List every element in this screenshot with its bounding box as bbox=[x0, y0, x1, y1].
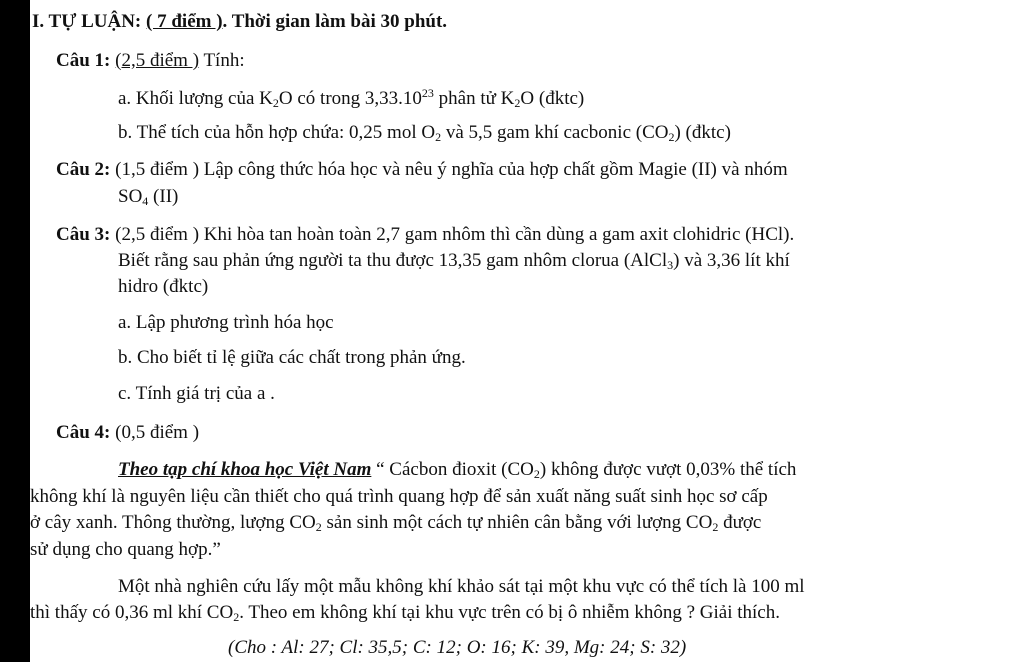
question-4-header bbox=[56, 421, 199, 445]
question-3-label: Câu 3: bbox=[56, 224, 111, 245]
question-3c: c. Tính giá trị của a . bbox=[118, 383, 275, 404]
question-3-line-2: Biết rằng sau phản ứng người ta thu được 13,35 gam nhôm clorua (AlCl$_3$) và 3,36 lít khí bbox=[118, 250, 790, 272]
question-1-header bbox=[56, 49, 245, 73]
part-label: I. TỰ LUẬN: bbox=[32, 11, 142, 32]
question-4-p1-line-2: không khí là nguyên liệu cần thiết cho quá trình quang hợp để sản xuất năng suất sinh học sơ cấp bbox=[30, 486, 768, 507]
question-2-label: Câu 2: bbox=[56, 159, 111, 180]
question-4-p1-line-1: Theo tạp chí khoa học Việt Nam “ Cácbon đioxit $(CO_2)$ không được vượt 0,03% thể tích bbox=[118, 459, 797, 481]
question-2-line-2: $SO_4$ (II) bbox=[118, 186, 179, 208]
question-3b: b. Cho biết tỉ lệ giữa các chất trong phản ứng. bbox=[118, 347, 466, 368]
quote-source: Theo tạp chí khoa học Việt Nam bbox=[118, 459, 372, 480]
question-4-p1-line-3: ở cây xanh. Thông thường, lượng $CO_2$ sản sinh một cách tự nhiên cân bằng với lượng $CO_2$ được bbox=[30, 512, 762, 534]
question-4-p2-line-1: Một nhà nghiên cứu lấy một mẫu không khí khảo sát tại một khu vực có thể tích là 100 ml bbox=[118, 576, 805, 597]
question-4-p2-line-2: thì thấy có 0,36 ml khí $CO_2$. Theo em không khí tại khu vực trên có bị ô nhiễm không ? Giải thích. bbox=[30, 602, 780, 624]
section-heading bbox=[32, 10, 447, 34]
time-limit: . Thời gian làm bài 30 phút. bbox=[222, 11, 448, 32]
question-3-line-1: Câu 3: (2,5 điểm ) Khi hòa tan hoàn toàn 2,7 gam nhôm thì cần dùng a gam axit clohidric (HCl). bbox=[56, 224, 795, 245]
question-1a: a. Khối lượng của $K_2O$ có trong 3,33.10$^{23}$ phân tử $K_2O$ (đktc) bbox=[118, 86, 585, 110]
question-1b: b. Thể tích của hỗn hợp chứa: 0,25 mol $O_2$ và 5,5 gam khí cacbonic $(CO_2)$ (đktc) bbox=[118, 122, 731, 144]
question-4-score: (0,5 điểm ) bbox=[115, 422, 200, 443]
question-1-score: (2,5 điểm ) bbox=[115, 50, 200, 71]
question-3a: a. Lập phương trình hóa học bbox=[118, 312, 334, 333]
question-1-intro: Tính: bbox=[203, 50, 245, 71]
question-4-label: Câu 4: bbox=[56, 422, 111, 443]
question-2-line-1: Câu 2: (1,5 điểm ) Lập công thức hóa học và nêu ý nghĩa của hợp chất gồm Magie (II) và nhóm bbox=[56, 159, 788, 180]
question-3-line-3: hidro (đktc) bbox=[118, 276, 209, 297]
atomic-mass-note: (Cho : Al: 27; Cl: 35,5; C: 12; O: 16; K: 39, Mg: 24; S: 32) bbox=[228, 637, 687, 658]
question-4-p1-line-4: sử dụng cho quang hợp.” bbox=[30, 539, 221, 560]
exam-page bbox=[30, 0, 1024, 662]
question-1-label: Câu 1: bbox=[56, 50, 111, 71]
part-score: ( 7 điểm ) bbox=[146, 11, 223, 32]
